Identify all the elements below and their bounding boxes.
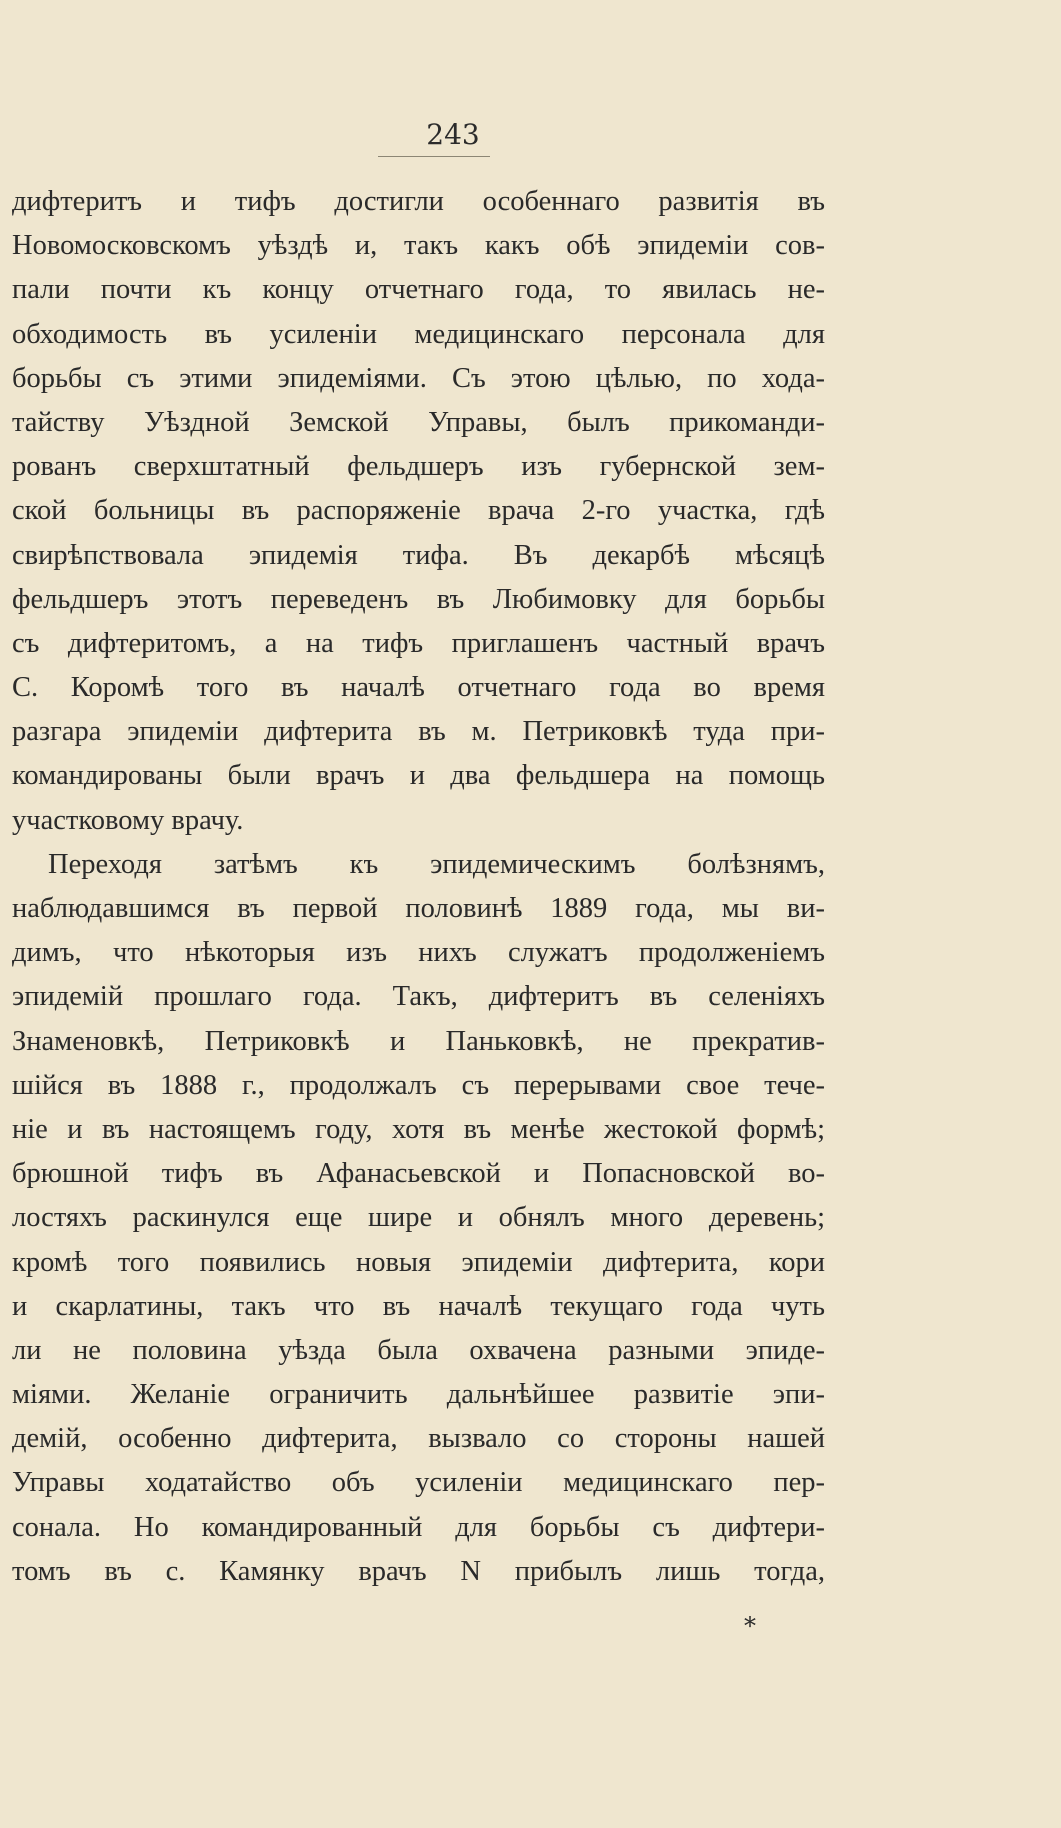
text-line: брюшной тифъ въ Афанасьевской и Попасновской во- (12, 1158, 825, 1190)
signature-mark: * (744, 1612, 756, 1640)
header-rule (378, 156, 490, 157)
text-line: кромѣ того появились новыя эпидеміи дифтерита, кори (12, 1246, 825, 1278)
text-line: Переходя затѣмъ къ эпидемическимъ болѣзнямъ, (48, 848, 825, 880)
text-line: фельдшеръ этотъ переведенъ въ Любимовку для борьбы (12, 583, 825, 615)
text-line: ли не половина уѣзда была охвачена разными эпиде- (12, 1334, 825, 1366)
text-line: съ дифтеритомъ, а на тифъ приглашенъ частный врачъ (12, 627, 825, 659)
text-line: свирѣпствовала эпидемія тифа. Въ декарбѣ мѣсяцѣ (12, 539, 825, 571)
text-line: сонала. Но командированный для борьбы съ дифтери- (12, 1511, 825, 1543)
text-line: рованъ сверхштатный фельдшеръ изъ губернской зем- (12, 451, 825, 483)
text-line: пали почти къ концу отчетнаго года, то явилась не- (12, 274, 825, 306)
text-line: наблюдавшимся въ первой половинѣ 1889 года, мы ви- (12, 893, 825, 924)
text-line: Управы ходатайство объ усиленіи медицинскаго пер- (12, 1467, 825, 1499)
text-line: обходимость въ усиленіи медицинскаго персонала для (12, 318, 825, 350)
text-line: димъ, что нѣкоторыя изъ нихъ служатъ продолженіемъ (12, 937, 825, 969)
text-line: и скарлатины, такъ что въ началѣ текущаго года чуть (12, 1290, 825, 1322)
text-line: дифтеритъ и тифъ достигли особеннаго развитія въ (12, 186, 825, 217)
text-line: тайству Уѣздной Земской Управы, былъ прикоманди- (12, 406, 825, 438)
text-line: Новомосковскомъ уѣздѣ и, такъ какъ обѣ эпидеміи сов- (12, 230, 825, 262)
text-line: ніе и въ настоящемъ году, хотя въ менѣе жестокой формѣ; (12, 1113, 825, 1145)
text-line: томъ въ с. Камянку врачъ N прибылъ лишь тогда, (12, 1555, 825, 1587)
text-line: міями. Желаніе ограничить дальнѣйшее развитіе эпи- (12, 1379, 825, 1411)
text-line: лостяхъ раскинулся еще шире и обнялъ много деревень; (12, 1202, 825, 1234)
body-text (12, 180, 825, 1594)
text-line: борьбы съ этими эпидеміями. Съ этою цѣлью, по хода- (12, 362, 825, 394)
text-line: разгара эпидеміи дифтерита въ м. Петриковкѣ туда при- (12, 716, 825, 748)
page-number: 243 (426, 118, 480, 151)
text-line: эпидемій прошлаго года. Такъ, дифтеритъ въ селеніяхъ (12, 981, 825, 1013)
text-line: командированы были врачъ и два фельдшера на помощь (12, 760, 825, 792)
text-line: ской больницы въ распоряженіе врача 2-го участка, гдѣ (12, 495, 825, 527)
text-line: демій, особенно дифтерита, вызвало со стороны нашей (12, 1423, 825, 1455)
text-line: Знаменовкѣ, Петриковкѣ и Паньковкѣ, не прекратив- (12, 1025, 825, 1057)
text-line: С. Коромѣ того въ началѣ отчетнаго года во время (12, 672, 825, 704)
text-line: участковому врачу. (12, 804, 244, 836)
text-line: шійся въ 1888 г., продолжалъ съ перерывами свое тече- (12, 1069, 825, 1101)
